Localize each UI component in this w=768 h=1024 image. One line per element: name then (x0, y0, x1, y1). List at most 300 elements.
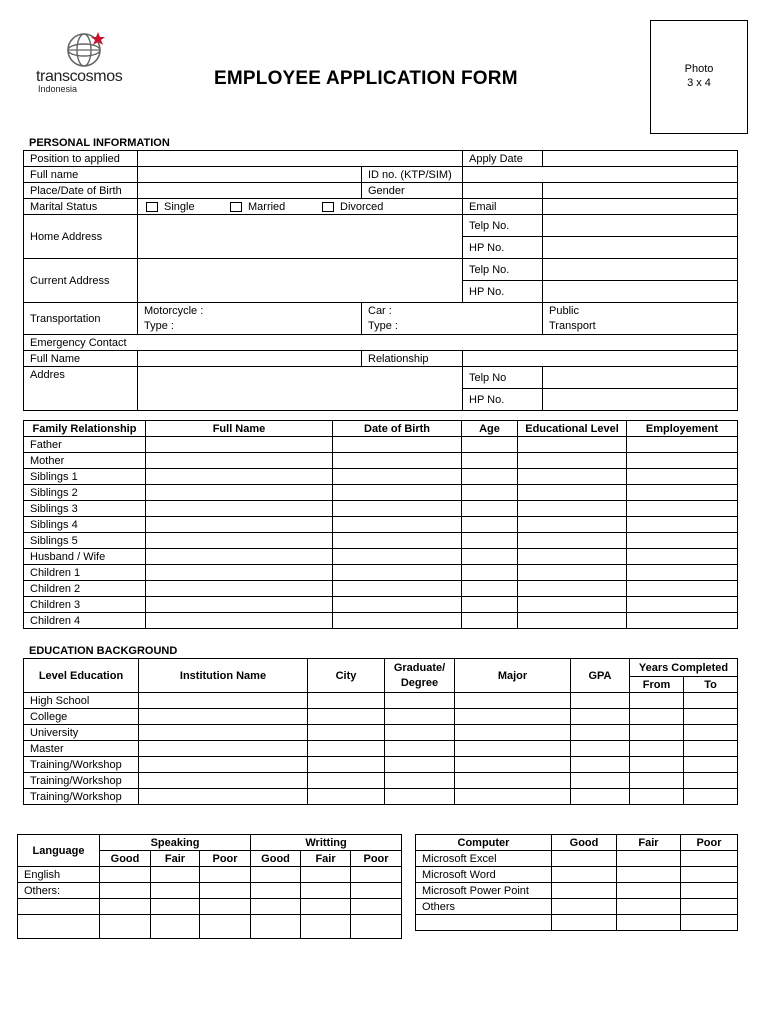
label-current-address: Current Address (24, 259, 138, 303)
header-graduate: Graduate/ (393, 661, 446, 674)
header-major: Major (455, 659, 571, 693)
table-row (24, 741, 738, 757)
motorcycle-cell[interactable] (138, 303, 362, 335)
table-row (24, 549, 738, 565)
family-cell-date-of-birth[interactable] (333, 581, 462, 597)
language-rating-cell[interactable] (301, 867, 351, 883)
form-title: EMPLOYEE APPLICATION FORM (214, 68, 518, 89)
label-gender: Gender (362, 183, 463, 199)
family-cell-educational-level[interactable] (518, 453, 627, 469)
education-cell-degree[interactable] (385, 741, 455, 757)
education-cell-gpa[interactable] (571, 741, 630, 757)
education-row-label: College (24, 709, 139, 725)
language-row-label: Others: (18, 883, 100, 899)
language-rating-cell[interactable] (301, 915, 351, 939)
language-rating-cell[interactable] (100, 867, 151, 883)
computer-rating-cell[interactable] (617, 915, 681, 931)
family-cell-employement[interactable] (627, 549, 738, 565)
family-cell-age[interactable] (462, 597, 518, 613)
language-rating-cell[interactable] (151, 883, 200, 899)
computer-skills-table (415, 834, 738, 931)
family-row-label: Siblings 4 (24, 517, 146, 533)
table-row (24, 613, 738, 629)
table-row (416, 899, 738, 915)
computer-rating-cell[interactable] (617, 851, 681, 867)
education-cell-institution[interactable] (139, 789, 308, 805)
education-cell-major[interactable] (455, 725, 571, 741)
computer-rating-cell[interactable] (681, 851, 738, 867)
family-cell-age[interactable] (462, 613, 518, 629)
family-header-date-of-birth: Date of Birth (333, 421, 462, 437)
family-cell-employement[interactable] (627, 517, 738, 533)
table-row (24, 693, 738, 709)
language-rating-cell[interactable] (351, 883, 402, 899)
family-cell-age[interactable] (462, 565, 518, 581)
religion-field[interactable] (543, 183, 738, 199)
computer-row-label: Microsoft Power Point (416, 883, 552, 899)
education-cell-degree[interactable] (385, 693, 455, 709)
education-cell-gpa[interactable] (571, 789, 630, 805)
computer-rating-cell[interactable] (617, 867, 681, 883)
ec-address-field[interactable] (138, 367, 463, 411)
language-rating-cell[interactable] (200, 915, 251, 939)
table-row (416, 867, 738, 883)
label-current-telp: Telp No. (463, 259, 543, 281)
computer-rating-cell[interactable] (552, 851, 617, 867)
language-table (17, 834, 402, 939)
family-cell-date-of-birth[interactable] (333, 453, 462, 469)
brand-subtitle: Indonesia (38, 84, 78, 94)
education-cell-to[interactable] (684, 741, 738, 757)
car-label: Car : (368, 304, 392, 317)
table-row (18, 867, 402, 883)
family-cell-educational-level[interactable] (518, 581, 627, 597)
education-cell-from[interactable] (630, 741, 684, 757)
computer-rating-cell[interactable] (681, 883, 738, 899)
ec-hp-field[interactable] (543, 389, 738, 411)
family-cell-age[interactable] (462, 533, 518, 549)
education-cell-to[interactable] (684, 789, 738, 805)
table-row (24, 597, 738, 613)
label-relationship: Relationship (362, 351, 463, 367)
education-cell-to[interactable] (684, 693, 738, 709)
language-rating-cell[interactable] (151, 915, 200, 939)
education-cell-city[interactable] (308, 789, 385, 805)
computer-rating-cell[interactable] (681, 867, 738, 883)
speaking-header-poor: Poor (200, 851, 251, 867)
label-place-dob: Place/Date of Birth (24, 183, 138, 199)
education-row-label: Training/Workshop (24, 789, 139, 805)
education-table (23, 658, 738, 805)
family-cell-date-of-birth[interactable] (333, 565, 462, 581)
language-row-label[interactable] (18, 915, 100, 939)
header-writing: Writting (251, 835, 402, 851)
education-cell-major[interactable] (455, 741, 571, 757)
education-cell-major[interactable] (455, 773, 571, 789)
header-speaking: Speaking (100, 835, 251, 851)
family-cell-date-of-birth[interactable] (333, 533, 462, 549)
family-cell-date-of-birth[interactable] (333, 613, 462, 629)
photo-size-label: 3 x 4 (687, 77, 711, 89)
email-field[interactable] (543, 199, 738, 215)
education-cell-city[interactable] (308, 709, 385, 725)
table-row (24, 789, 738, 805)
married-checkbox[interactable] (230, 202, 242, 212)
single-label: Single (164, 200, 195, 213)
education-cell-city[interactable] (308, 741, 385, 757)
section-title-personal: PERSONAL INFORMATION (29, 137, 170, 149)
table-row (24, 725, 738, 741)
family-cell-age[interactable] (462, 437, 518, 453)
family-row-label: Children 3 (24, 597, 146, 613)
position-field[interactable] (138, 151, 463, 167)
public-label: Public (549, 304, 579, 317)
computer-rating-cell[interactable] (617, 883, 681, 899)
family-header-family-relationship: Family Relationship (24, 421, 146, 437)
label-marital-status: Marital Status (24, 199, 138, 215)
section-title-education: EDUCATION BACKGROUND (29, 645, 178, 657)
computer-rating-cell[interactable] (617, 899, 681, 915)
label-email: Email (463, 199, 543, 215)
education-row-label: University (24, 725, 139, 741)
current-hp-field[interactable] (543, 281, 738, 303)
family-row-label: Father (24, 437, 146, 453)
family-cell-date-of-birth[interactable] (333, 597, 462, 613)
header-language: Language (18, 835, 100, 867)
label-id-no: ID no. (KTP/SIM) (362, 167, 463, 183)
language-rating-cell[interactable] (351, 899, 402, 915)
education-cell-gpa[interactable] (571, 757, 630, 773)
education-row-label: Training/Workshop (24, 757, 139, 773)
education-cell-institution[interactable] (139, 693, 308, 709)
education-cell-institution[interactable] (139, 709, 308, 725)
language-rating-cell[interactable] (200, 867, 251, 883)
computer-header-poor: Poor (681, 835, 738, 851)
family-header-age: Age (462, 421, 518, 437)
place-dob-field[interactable] (138, 183, 362, 199)
company-logo (32, 30, 140, 96)
header-from: From (630, 677, 684, 693)
family-cell-full-name[interactable] (146, 501, 333, 517)
home-address-field[interactable] (138, 215, 463, 259)
relationship-field[interactable] (463, 351, 738, 367)
family-cell-age[interactable] (462, 501, 518, 517)
family-cell-employement[interactable] (627, 501, 738, 517)
header-city: City (308, 659, 385, 693)
education-cell-institution[interactable] (139, 773, 308, 789)
family-cell-full-name[interactable] (146, 597, 333, 613)
writing-header-poor: Poor (351, 851, 402, 867)
divorced-label: Divorced (340, 200, 384, 213)
public-transport-cell[interactable] (543, 303, 738, 335)
family-cell-full-name[interactable] (146, 581, 333, 597)
table-row (416, 851, 738, 867)
header-gpa: GPA (571, 659, 630, 693)
family-cell-full-name[interactable] (146, 565, 333, 581)
header-level-education: Level Education (24, 659, 139, 693)
family-cell-employement[interactable] (627, 565, 738, 581)
family-cell-full-name[interactable] (146, 517, 333, 533)
education-cell-major[interactable] (455, 757, 571, 773)
education-row-label: Training/Workshop (24, 773, 139, 789)
education-cell-institution[interactable] (139, 741, 308, 757)
education-cell-city[interactable] (308, 757, 385, 773)
label-ec-hp: HP No. (463, 389, 543, 411)
current-address-field[interactable] (138, 259, 463, 303)
table-row (24, 469, 738, 485)
family-row-label: Siblings 2 (24, 485, 146, 501)
computer-rating-cell[interactable] (681, 899, 738, 915)
family-cell-full-name[interactable] (146, 437, 333, 453)
family-cell-educational-level[interactable] (518, 549, 627, 565)
computer-row-label: Others (416, 899, 552, 915)
current-telp-field[interactable] (543, 259, 738, 281)
language-rating-cell[interactable] (151, 867, 200, 883)
education-cell-from[interactable] (630, 709, 684, 725)
family-cell-age[interactable] (462, 549, 518, 565)
family-cell-full-name[interactable] (146, 613, 333, 629)
table-row (24, 501, 738, 517)
family-cell-date-of-birth[interactable] (333, 469, 462, 485)
education-cell-degree[interactable] (385, 709, 455, 725)
family-cell-employement[interactable] (627, 613, 738, 629)
writing-header-good: Good (251, 851, 301, 867)
family-row-label: Husband / Wife (24, 549, 146, 565)
family-table (23, 420, 738, 629)
label-ec-full-name: Full Name (24, 351, 138, 367)
table-row (24, 485, 738, 501)
full-name-field[interactable] (138, 167, 362, 183)
family-cell-full-name[interactable] (146, 549, 333, 565)
home-hp-field[interactable] (543, 237, 738, 259)
education-cell-city[interactable] (308, 773, 385, 789)
family-cell-age[interactable] (462, 581, 518, 597)
language-rating-cell[interactable] (301, 899, 351, 915)
personal-information-table (23, 150, 738, 411)
label-ec-address: Addres (24, 367, 138, 411)
education-cell-from[interactable] (630, 725, 684, 741)
education-row-label: High School (24, 693, 139, 709)
married-label: Married (248, 200, 286, 213)
transport-label: Transport (549, 319, 596, 332)
education-cell-to[interactable] (684, 709, 738, 725)
writing-header-fair: Fair (301, 851, 351, 867)
education-cell-degree[interactable] (385, 757, 455, 773)
computer-rating-cell[interactable] (552, 915, 617, 931)
table-row (18, 883, 402, 899)
table-row (24, 517, 738, 533)
table-row (24, 709, 738, 725)
car-type-label: Type : (368, 319, 398, 332)
family-row-label: Children 4 (24, 613, 146, 629)
language-row-label: English (18, 867, 100, 883)
ec-full-name-field[interactable] (138, 351, 362, 367)
education-cell-from[interactable] (630, 789, 684, 805)
language-rating-cell[interactable] (200, 899, 251, 915)
family-cell-educational-level[interactable] (518, 613, 627, 629)
education-cell-major[interactable] (455, 709, 571, 725)
header-institution: Institution Name (139, 659, 308, 693)
education-cell-degree[interactable] (385, 773, 455, 789)
family-cell-employement[interactable] (627, 469, 738, 485)
education-cell-from[interactable] (630, 773, 684, 789)
language-rating-cell[interactable] (351, 867, 402, 883)
family-cell-employement[interactable] (627, 485, 738, 501)
education-row-label: Master (24, 741, 139, 757)
education-cell-from[interactable] (630, 693, 684, 709)
table-row (24, 773, 738, 789)
single-checkbox[interactable] (146, 202, 158, 212)
family-cell-educational-level[interactable] (518, 533, 627, 549)
language-rating-cell[interactable] (251, 883, 301, 899)
label-position: Position to applied (24, 151, 138, 167)
table-row (18, 899, 402, 915)
label-full-name: Full name (24, 167, 138, 183)
label-ec-telp: Telp No (463, 367, 543, 389)
label-home-hp: HP No. (463, 237, 543, 259)
computer-row-label[interactable] (416, 915, 552, 931)
language-rating-cell[interactable] (100, 915, 151, 939)
education-cell-gpa[interactable] (571, 773, 630, 789)
education-cell-to[interactable] (684, 725, 738, 741)
family-cell-date-of-birth[interactable] (333, 549, 462, 565)
ec-telp-field[interactable] (543, 367, 738, 389)
family-row-label: Children 1 (24, 565, 146, 581)
divorced-checkbox[interactable] (322, 202, 334, 212)
gender-field[interactable] (463, 183, 543, 199)
computer-row-label: Microsoft Excel (416, 851, 552, 867)
header-computer: Computer (416, 835, 552, 851)
family-cell-educational-level[interactable] (518, 469, 627, 485)
header-years-completed: Years Completed (630, 659, 738, 677)
speaking-header-good: Good (100, 851, 151, 867)
language-rating-cell[interactable] (151, 899, 200, 915)
photo-box[interactable] (650, 20, 748, 134)
globe-logo-icon (58, 30, 118, 70)
table-row (24, 453, 738, 469)
family-cell-educational-level[interactable] (518, 517, 627, 533)
computer-rating-cell[interactable] (552, 883, 617, 899)
education-cell-from[interactable] (630, 757, 684, 773)
family-header-full-name: Full Name (146, 421, 333, 437)
language-rating-cell[interactable] (301, 883, 351, 899)
family-cell-educational-level[interactable] (518, 437, 627, 453)
language-rating-cell[interactable] (251, 899, 301, 915)
computer-rating-cell[interactable] (552, 899, 617, 915)
family-cell-age[interactable] (462, 485, 518, 501)
language-rating-cell[interactable] (251, 867, 301, 883)
brand-name: transcosmos (36, 68, 123, 85)
family-row-label: Children 2 (24, 581, 146, 597)
family-cell-full-name[interactable] (146, 533, 333, 549)
education-cell-institution[interactable] (139, 757, 308, 773)
table-row (24, 581, 738, 597)
education-cell-gpa[interactable] (571, 709, 630, 725)
photo-label: Photo (684, 63, 714, 75)
family-header-educational-level: Educational Level (518, 421, 627, 437)
family-cell-age[interactable] (462, 453, 518, 469)
education-cell-city[interactable] (308, 725, 385, 741)
table-row (24, 533, 738, 549)
family-cell-educational-level[interactable] (518, 501, 627, 517)
id-no-field[interactable] (463, 167, 738, 183)
header-degree: Degree (400, 676, 439, 689)
marital-options (138, 199, 463, 215)
motorcycle-type-label: Type : (144, 319, 174, 332)
family-cell-date-of-birth[interactable] (333, 501, 462, 517)
family-cell-full-name[interactable] (146, 469, 333, 485)
education-cell-degree[interactable] (385, 725, 455, 741)
label-apply-date: Apply Date (463, 151, 543, 167)
education-cell-city[interactable] (308, 693, 385, 709)
table-row (416, 883, 738, 899)
home-telp-field[interactable] (543, 215, 738, 237)
education-cell-gpa[interactable] (571, 693, 630, 709)
family-row-label: Siblings 3 (24, 501, 146, 517)
family-cell-employement[interactable] (627, 453, 738, 469)
computer-rating-cell[interactable] (552, 867, 617, 883)
education-cell-gpa[interactable] (571, 725, 630, 741)
education-cell-institution[interactable] (139, 725, 308, 741)
family-row-label: Siblings 1 (24, 469, 146, 485)
education-cell-to[interactable] (684, 757, 738, 773)
family-cell-educational-level[interactable] (518, 565, 627, 581)
family-cell-full-name[interactable] (146, 453, 333, 469)
family-cell-date-of-birth[interactable] (333, 437, 462, 453)
label-home-telp: Telp No. (463, 215, 543, 237)
language-rating-cell[interactable] (251, 915, 301, 939)
table-row (18, 915, 402, 939)
family-cell-educational-level[interactable] (518, 485, 627, 501)
education-cell-degree[interactable] (385, 789, 455, 805)
education-cell-to[interactable] (684, 773, 738, 789)
language-rating-cell[interactable] (100, 883, 151, 899)
family-cell-date-of-birth[interactable] (333, 517, 462, 533)
language-rating-cell[interactable] (100, 899, 151, 915)
family-cell-full-name[interactable] (146, 485, 333, 501)
language-rating-cell[interactable] (200, 883, 251, 899)
family-cell-employement[interactable] (627, 533, 738, 549)
family-cell-employement[interactable] (627, 597, 738, 613)
computer-header-good: Good (552, 835, 617, 851)
computer-rating-cell[interactable] (681, 915, 738, 931)
apply-date-field[interactable] (543, 151, 738, 167)
family-cell-date-of-birth[interactable] (333, 485, 462, 501)
table-row (24, 437, 738, 453)
family-row-label: Mother (24, 453, 146, 469)
label-home-address: Home Address (24, 215, 138, 259)
family-cell-employement[interactable] (627, 581, 738, 597)
table-row (416, 915, 738, 931)
language-row-label[interactable] (18, 899, 100, 915)
family-cell-age[interactable] (462, 517, 518, 533)
education-cell-major[interactable] (455, 693, 571, 709)
family-cell-employement[interactable] (627, 437, 738, 453)
family-cell-educational-level[interactable] (518, 597, 627, 613)
label-emergency-contact: Emergency Contact (24, 335, 738, 351)
motorcycle-label: Motorcycle : (144, 304, 204, 317)
family-row-label: Siblings 5 (24, 533, 146, 549)
education-cell-major[interactable] (455, 789, 571, 805)
table-row (24, 565, 738, 581)
car-cell[interactable] (362, 303, 543, 335)
family-cell-age[interactable] (462, 469, 518, 485)
table-row (24, 757, 738, 773)
speaking-header-fair: Fair (151, 851, 200, 867)
computer-header-fair: Fair (617, 835, 681, 851)
language-rating-cell[interactable] (351, 915, 402, 939)
family-header-employement: Employement (627, 421, 738, 437)
